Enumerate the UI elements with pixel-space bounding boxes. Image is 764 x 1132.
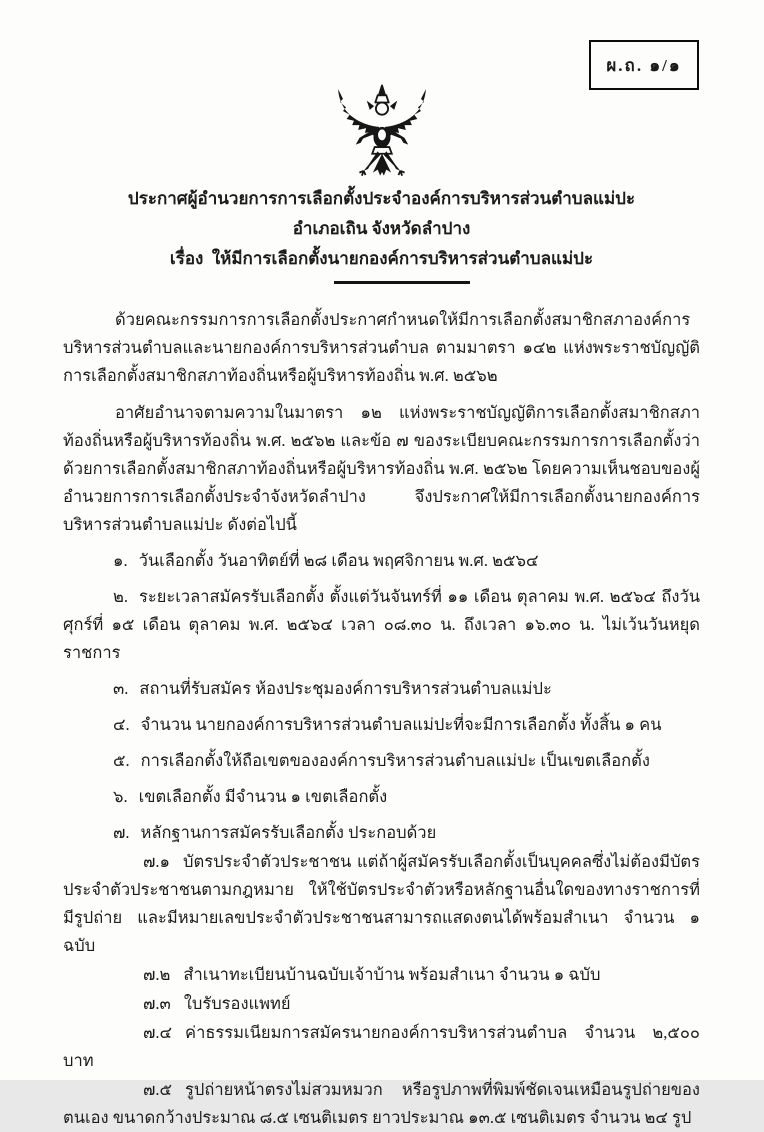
subitem-number: ๗.๔ [143, 1023, 173, 1042]
subitem-number: ๗.๕ [143, 1080, 173, 1099]
title-divider [334, 281, 470, 284]
item-number: ๓. [113, 679, 129, 698]
list-item-5 [63, 747, 700, 775]
document-body [63, 306, 700, 1132]
item-text: หลักฐานการสมัครรับเลือกตั้ง ประกอบด้วย [140, 823, 437, 842]
paragraph-preamble: ด้วยคณะกรรมการการเลือกตั้งประกาศกำหนดให้มีการเลือกตั้งสมาชิกสภาองค์การบริหารส่วนตำบลและนายกองค์การบริหารส่วนตำบล ตามมาตรา ๑๔๒ แห่งพระราชบัญญัติการเลือกตั้งสมาชิกสภาท้องถิ่นหรือผู้บริหารท้องถิ่น พ.ศ. ๒๕๖๒ [63, 310, 700, 385]
subitem-number: ๗.๓ [143, 994, 171, 1013]
item-number: ๕. [113, 751, 130, 770]
list-item-1 [63, 547, 700, 575]
list-item-3 [63, 675, 700, 703]
item-number: ๗. [113, 823, 130, 842]
item-text: สถานที่รับสมัคร ห้องประชุมองค์การบริหารส่วนตำบลแม่ปะ [139, 679, 552, 698]
list-item-6 [63, 783, 700, 811]
subitem-text: ใบรับรองแพทย์ [183, 994, 291, 1013]
sub-list-item-7-3 [63, 990, 700, 1018]
item-text: เขตเลือกตั้ง มีจำนวน ๑ เขตเลือกตั้ง [138, 787, 388, 806]
list-item-4 [63, 711, 700, 739]
item-number: ๒. [113, 587, 129, 606]
sub-list-item-7-2 [63, 961, 700, 989]
paragraph-authority: อาศัยอำนาจตามความในมาตรา ๑๒ แห่งพระราชบัญญัติการเลือกตั้งสมาชิกสภาท้องถิ่นหรือผู้บริหารท้องถิ่น พ.ศ. ๒๕๖๒ และข้อ ๗ ของระเบียบคณะกรรมการการเลือกตั้งว่าด้วยการเลือกตั้งสมาชิกสภาท้องถิ่นหรือผู้บริหารท้องถิ่น พ.ศ. ๒๕๖๒ โดยความเห็นชอบของผู้อำนวยการการเลือกตั้งประจำจังหวัดลำปาง จึงประกาศให้มีการเลือกตั้งนายกองค์การบริหารส่วนตำบลแม่ปะ ดังต่อไปนี้ [63, 403, 700, 534]
list-item-7 [63, 819, 700, 847]
item-text: จำนวน นายกองค์การบริหารส่วนตำบลแม่ปะที่จะมีการเลือกตั้ง ทั้งสิ้น ๑ คน [140, 715, 662, 734]
item-number: ๖. [113, 787, 128, 806]
subitem-number: ๗.๑ [143, 852, 171, 871]
sub-list-item-7-4 [63, 1019, 700, 1075]
subitem-text: รูปถ่ายหน้าตรงไม่สวมหมวก หรือรูปภาพที่พิมพ์ชัดเจนเหมือนรูปถ่ายของตนเอง ขนาดกว้างประมาณ ๘.๕ เซนติเมตร ยาวประมาณ ๑๓.๕ เซนติเมตร จำนวน ๒๔ รูป [63, 1080, 700, 1127]
subitem-text: ค่าธรรมเนียมการสมัครนายกองค์การบริหารส่วนตำบล จำนวน ๒,๕๐๐ บาท [63, 1023, 700, 1070]
sub-list-item-7-1 [63, 848, 700, 960]
list-item-2 [63, 583, 700, 667]
item-number: ๔. [113, 715, 130, 734]
form-code-box: ผ.ถ. ๑/๑ [589, 40, 699, 90]
document-title [63, 184, 700, 284]
subitem-text: บัตรประจำตัวประชาชน แต่ถ้าผู้สมัครรับเลือกตั้งเป็นบุคคลซึ่งไม่ต้องมีบัตรประจำตัวประชาชนตามกฎหมาย ให้ใช้บัตรประจำตัวหรือหลักฐานอื่นใดของทางราชการที่มีรูปถ่าย และมีหมายเลขประจำตัวประชาชนสามารถแสดงตนได้พร้อมสำเนา จำนวน ๑ ฉบับ [63, 852, 700, 955]
garuda-emblem-icon [321, 83, 443, 183]
item-number: ๑. [113, 551, 128, 570]
title-line-2: อำเภอเถิน จังหวัดลำปาง [292, 219, 471, 238]
sub-list-item-7-5 [63, 1076, 700, 1132]
title-line-3: เรื่อง ให้มีการเลือกตั้งนายกองค์การบริหารส่วนตำบลแม่ปะ [169, 249, 594, 268]
subitem-number: ๗.๒ [143, 965, 171, 984]
item-text: การเลือกตั้งให้ถือเขตขององค์การบริหารส่วนตำบลแม่ปะ เป็นเขตเลือกตั้ง [140, 751, 650, 770]
item-text: ระยะเวลาสมัครรับเลือกตั้ง ตั้งแต่วันจันทร์ที่ ๑๑ เดือน ตุลาคม พ.ศ. ๒๕๖๔ ถึงวันศุกร์ที่ ๑๕ เดือน ตุลาคม พ.ศ. ๒๕๖๔ เวลา ๐๘.๓๐ น. ถึงเวลา ๑๖.๓๐ น. ไม่เว้นวันหยุดราชการ [63, 587, 700, 662]
item-text: วันเลือกตั้ง วันอาทิตย์ที่ ๒๘ เดือน พฤศจิกายน พ.ศ. ๒๕๖๔ [138, 551, 539, 570]
subitem-text: สำเนาทะเบียนบ้านฉบับเจ้าบ้าน พร้อมสำเนา จำนวน ๑ ฉบับ [183, 965, 601, 984]
title-line-1: ประกาศผู้อำนวยการการเลือกตั้งประจำองค์การบริหารส่วนตำบลแม่ปะ [127, 189, 636, 208]
